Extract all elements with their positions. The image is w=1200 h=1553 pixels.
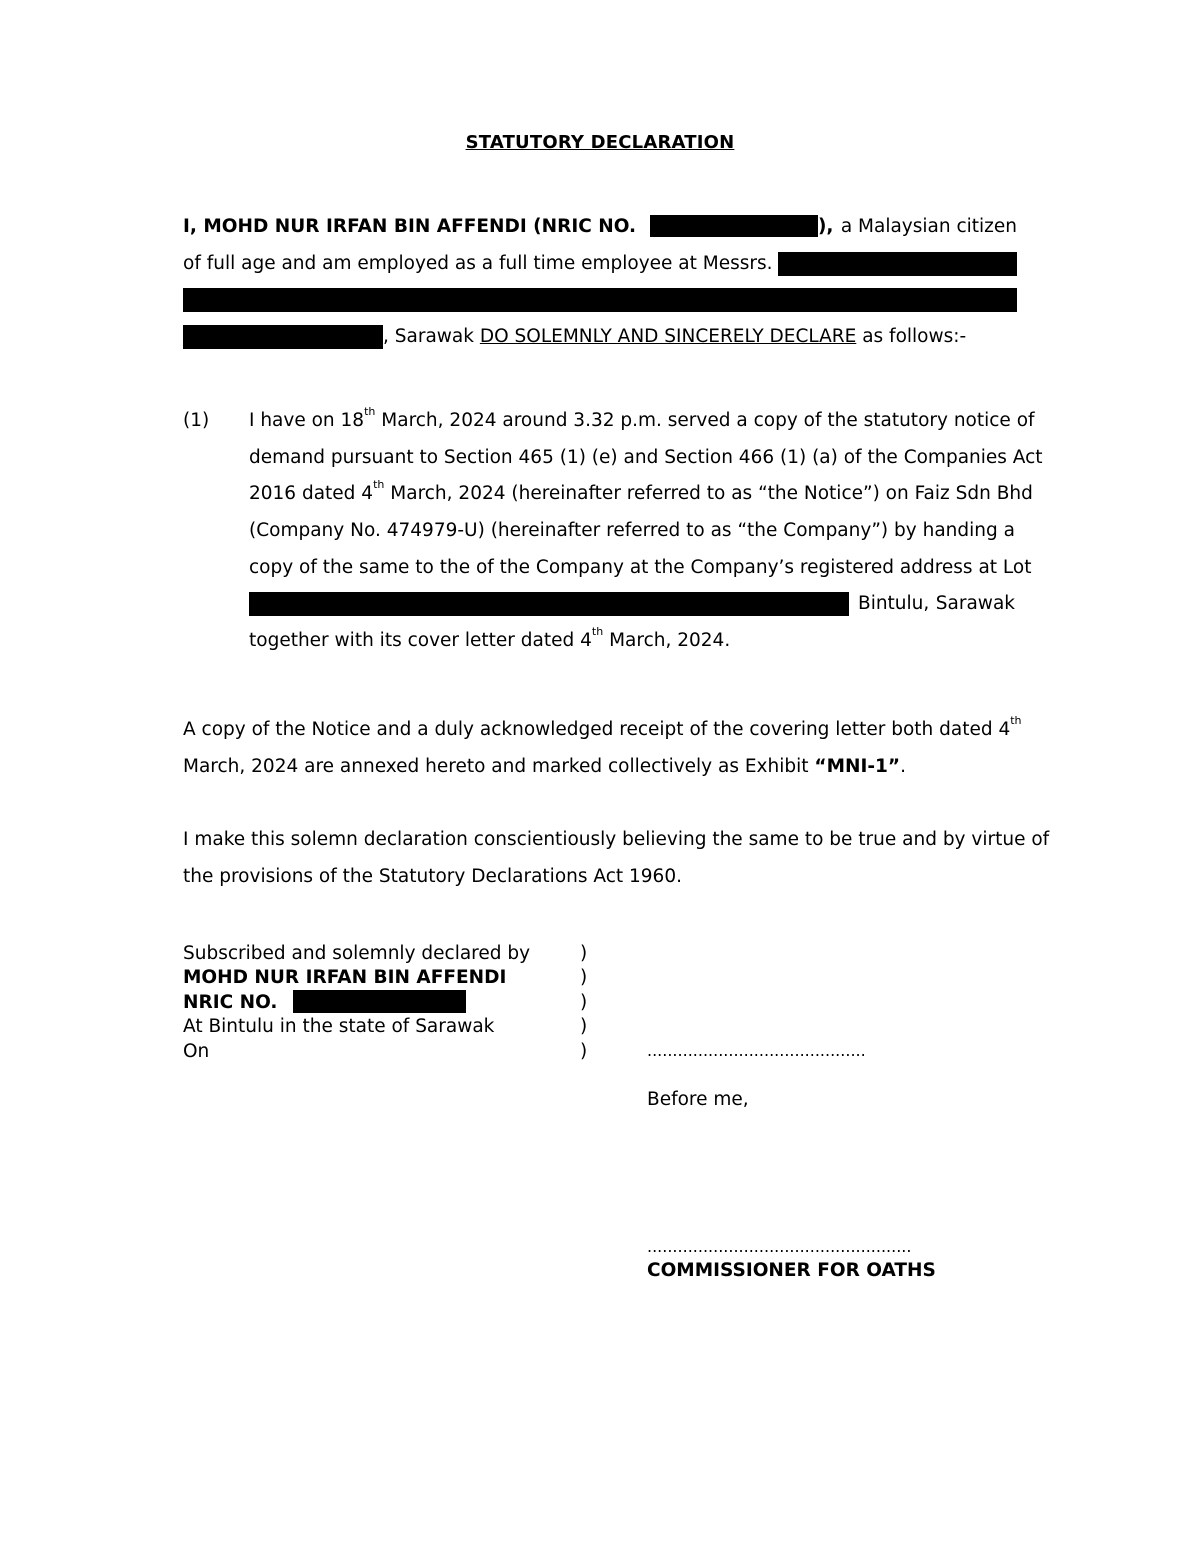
item-text: together with its cover letter dated 4 <box>249 630 592 651</box>
exhibit-label: “MNI-1” <box>814 756 901 777</box>
para2-line-1 <box>183 714 1022 743</box>
para3-line-2: the provisions of the Statutory Declarations Act 1960. <box>183 866 682 887</box>
para-text: March, 2024 are annexed hereto and marked collectively as Exhibit <box>183 756 809 777</box>
employment-text: of full age and am employed as a full time employee at Messrs. <box>183 253 773 274</box>
item-text: copy of the same to the of the Company at the Company’s registered address at Lot <box>249 557 1032 578</box>
superscript: th <box>1010 714 1022 727</box>
para-text: . <box>900 756 906 777</box>
commissioner-title: COMMISSIONER FOR OATHS <box>647 1260 936 1281</box>
superscript: th <box>364 405 376 418</box>
para3-line-1 <box>183 827 1050 853</box>
bracket: ) <box>580 943 588 964</box>
name-suffix: ), <box>817 216 834 237</box>
redacted-nric-signature <box>293 990 466 1013</box>
item-line-6: Bintulu, Sarawak <box>858 593 1015 614</box>
superscript: th <box>591 625 604 638</box>
item-text: March, 2024. <box>609 630 731 651</box>
item-text: demand pursuant to Section 465 (1) (e) and Section 466 (1) (a) of the Companies Act <box>249 447 1043 468</box>
item-text: March, 2024 around 3.32 p.m. served a copy of the statutory notice of <box>381 410 1035 431</box>
item-line-1 <box>249 405 1035 434</box>
bracket: ) <box>580 1041 588 1062</box>
bracket: ) <box>580 1016 588 1037</box>
on-text: On <box>183 1041 210 1062</box>
citizen-text: a Malaysian citizen <box>840 216 1017 237</box>
redacted-registered-address <box>249 592 849 616</box>
intro-line-1 <box>183 214 1017 240</box>
superscript: th <box>373 478 385 491</box>
item-text: (Company No. 474979-U) (hereinafter referred to as “the Company”) by handing a <box>249 520 1015 541</box>
para-text: A copy of the Notice and a duly acknowledged receipt of the covering letter both dated 4 <box>183 719 1011 740</box>
redacted-employer <box>778 252 1017 276</box>
subscribed-text: Subscribed and solemnly declared by <box>183 943 531 964</box>
follows-text: as follows:- <box>862 326 967 347</box>
place-text: At Bintulu in the state of Sarawak <box>183 1016 495 1037</box>
declare-text: DO SOLEMNLY AND SINCERELY DECLARE <box>479 326 857 347</box>
before-me-text: Before me, <box>647 1089 749 1110</box>
nric-label: NRIC NO. <box>183 992 278 1013</box>
item-number: (1) <box>183 410 210 431</box>
para2-line-2 <box>183 754 906 780</box>
redacted-address-end <box>183 325 383 349</box>
bracket: ) <box>580 967 588 988</box>
item-text: 2016 dated 4 <box>249 483 374 504</box>
item-line-7 <box>249 625 731 654</box>
bracket: ) <box>580 992 588 1013</box>
declarant-name-signature: MOHD NUR IRFAN BIN AFFENDI <box>183 967 507 988</box>
commissioner-dotted-line: .................................................... <box>647 1237 912 1256</box>
intro-line-4 <box>383 324 966 350</box>
sarawak-text: , Sarawak <box>383 326 474 347</box>
page-title: STATUTORY DECLARATION <box>465 132 735 153</box>
item-line-2 <box>249 445 1043 471</box>
redacted-nric <box>650 215 818 237</box>
item-line-5 <box>249 555 1032 581</box>
item-line-4 <box>249 518 1015 544</box>
item-line-3 <box>249 478 1033 507</box>
item-text: I have on 18 <box>249 410 365 431</box>
declarant-name: I, MOHD NUR IRFAN BIN AFFENDI (NRIC NO. <box>183 216 637 237</box>
redacted-address-line <box>183 288 1017 312</box>
para-text: I make this solemn declaration conscientiously believing the same to be true and by virtue of <box>183 829 1050 850</box>
item-text: March, 2024 (hereinafter referred to as “the Notice”) on Faiz Sdn Bhd <box>390 483 1033 504</box>
signature-dotted-line: ........................................... <box>647 1041 866 1060</box>
